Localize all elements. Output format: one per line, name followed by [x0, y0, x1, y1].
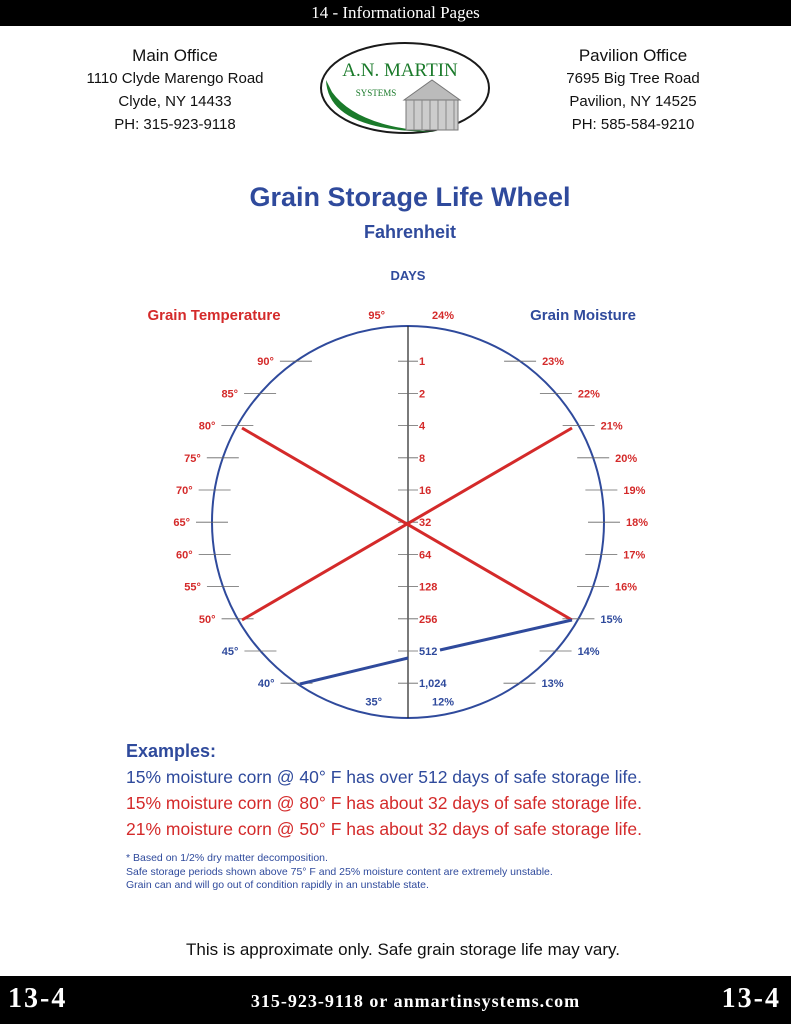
note-2: Safe storage periods shown above 75° F and 25% moisture content are extremely unstable. [126, 865, 553, 878]
logo-line1: A.N. MARTIN [342, 60, 458, 81]
moisture-label-12: 12% [432, 696, 455, 709]
main-office-name: Main Office [132, 46, 218, 65]
days-label-3: 8 [419, 452, 426, 465]
main-office-address2: Clyde, NY 14433 [118, 93, 232, 110]
moisture-label-2: 22% [577, 388, 600, 401]
footer-bar [0, 976, 791, 1024]
main-office-address1: 1110 Clyde Marengo Road [86, 70, 264, 87]
moisture-label-10: 14% [577, 646, 600, 658]
days-label-1: 2 [419, 388, 426, 401]
label-layer [173, 310, 648, 708]
days-label-5: 32 [419, 517, 432, 530]
days-label-9: 512 [419, 646, 438, 658]
page-number-left: 13-4 [8, 983, 68, 1014]
example-1: 15% moisture corn @ 40° F has over 512 days of safe storage life. [126, 767, 642, 787]
temp-label-10: 45° [221, 646, 239, 658]
pavilion-office-name: Pavilion Office [578, 46, 688, 65]
examples-block [126, 738, 642, 842]
main-office-phone: PH: 315-923-9118 [114, 116, 236, 133]
page-number-right: 13-4 [721, 983, 781, 1014]
moisture-label-3: 21% [600, 420, 623, 433]
days-label-0: 1 [419, 356, 426, 369]
temp-label-11: 40° [257, 678, 275, 691]
moisture-label-7: 17% [623, 549, 646, 562]
temp-label-4: 75° [184, 452, 201, 465]
moisture-label-6: 18% [625, 517, 649, 530]
moisture-label-9: 15% [600, 613, 623, 626]
moisture-label-4: 20% [615, 452, 638, 465]
footer-contact: 315-923-9118 or anmartinsystems.com [250, 991, 581, 1011]
page-subtitle: Fahrenheit [363, 222, 456, 242]
temp-label-1: 90° [257, 356, 274, 369]
note-3: Grain can and will go out of condition rapidly in an unstable state. [126, 879, 429, 891]
temp-label-0: 95° [368, 310, 385, 322]
moisture-label-8: 16% [615, 581, 638, 594]
example-line-40F-left [300, 658, 408, 684]
temp-label-3: 80° [198, 420, 216, 433]
example-2: 15% moisture corn @ 80° F has about 32 days of safe storage life. [126, 793, 643, 813]
pavilion-office-address2: Pavilion, NY 14525 [569, 93, 697, 110]
temp-label-9: 50° [198, 613, 216, 626]
days-label-7: 128 [419, 581, 438, 594]
pavilion-office-phone: PH: 585-584-9210 [571, 116, 695, 133]
temp-label-2: 85° [221, 388, 239, 401]
temp-label-7: 60° [176, 549, 193, 562]
days-label-8: 256 [419, 613, 438, 626]
example-3: 21% moisture corn @ 50° F has about 32 days of safe storage life. [126, 819, 643, 839]
moisture-label-11: 13% [541, 678, 564, 691]
moisture-label-0: 24% [432, 310, 455, 322]
pavilion-office-address1: 7695 Big Tree Road [566, 70, 700, 87]
temp-label-6: 65° [173, 517, 191, 530]
page-title: Grain Storage Life Wheel [249, 182, 571, 212]
moisture-label-5: 19% [623, 485, 646, 497]
temp-label: Grain Temperature [147, 307, 281, 324]
moisture-label-1: 23% [542, 356, 565, 369]
moisture-label: Grain Moisture [530, 307, 636, 324]
footnotes [126, 852, 553, 893]
logo-line2: SYSTEMS [355, 88, 397, 98]
section-header: 14 - Informational Pages [0, 0, 791, 26]
temp-label-8: 55° [184, 581, 201, 594]
days-label-4: 16 [419, 485, 432, 497]
example-line-40F-right [440, 620, 572, 650]
days-label-6: 64 [419, 549, 432, 562]
note-1: * Based on 1/2% dry matter decomposition. [126, 852, 328, 864]
days-label: DAYS [390, 268, 426, 283]
temp-label-12: 35° [365, 696, 382, 709]
examples-heading: Examples: [126, 741, 217, 761]
days-label-10: 1,024 [419, 678, 447, 691]
days-label-2: 4 [419, 420, 426, 433]
temp-label-5: 70° [175, 485, 193, 497]
disclaimer: This is approximate only. Safe grain storage life may vary. [186, 940, 620, 959]
